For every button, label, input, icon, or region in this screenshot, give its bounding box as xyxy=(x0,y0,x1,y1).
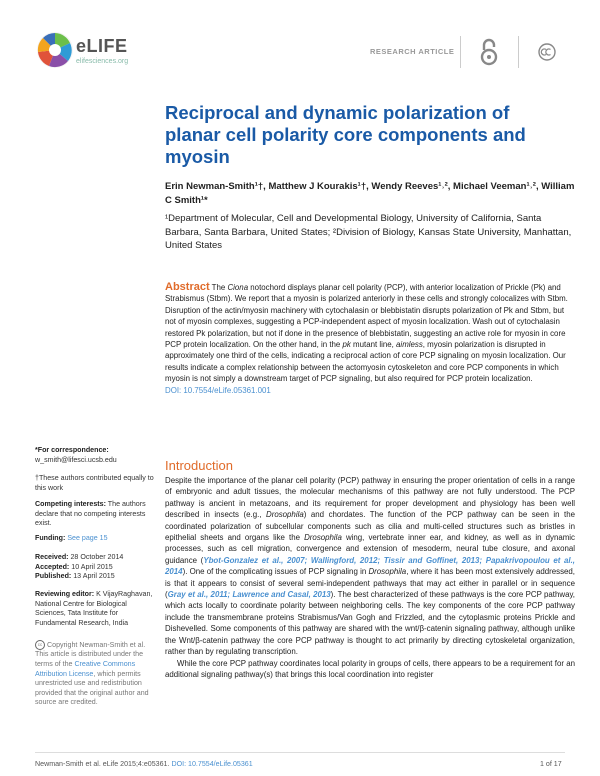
article-type-label: RESEARCH ARTICLE xyxy=(370,47,455,56)
footer-citation xyxy=(35,760,253,768)
body-text: ). One of the complicating issues of PCP signaling in xyxy=(182,567,369,577)
funding-link[interactable]: See page 15 xyxy=(65,534,108,542)
license-link[interactable]: Creative Commons Attribution License xyxy=(35,660,136,678)
correspondence-label: *For correspondence: xyxy=(35,446,109,454)
article-title: Reciprocal and dynamic polarization of planar cell polarity core components and myosin xyxy=(165,102,526,167)
copyright-text: Copyright Newman-Smith et al. This article is distributed under the terms of the xyxy=(35,640,146,669)
received-label: Received: xyxy=(35,553,69,561)
footer-citation-text: Newman-Smith et al. eLife 2015;4:e05361. xyxy=(35,760,172,768)
accepted-date xyxy=(35,563,155,573)
abstract-heading: Abstract xyxy=(165,281,210,293)
published-value: 13 April 2015 xyxy=(71,572,115,581)
body-paragraph: While the core PCP pathway coordinates local polarity in groups of cells, there appears to be a requirement for an additional signaling pathway(s) that brings this local coordination into register xyxy=(165,658,575,679)
abstract-text: , myosin polarization is disrupted in approximately one third of the cells, indicating a reciprocal action of core PCP signaling on myosin localization. Our results indicate a complex relationship between the actomyosin cytoskeleton and core PCP components in which myosin is not simply a downstream target of PCP signaling, but also required for PCP protein localization. xyxy=(165,340,566,384)
competing-interests-text: The authors declare that no competing interests exist. xyxy=(35,500,146,528)
accepted-value: 10 April 2015 xyxy=(69,562,113,571)
introduction-body xyxy=(165,475,575,680)
copyright-note xyxy=(35,640,155,708)
abstract-text: aimless xyxy=(396,340,423,350)
elife-logo-icon xyxy=(35,30,75,70)
brand-url[interactable]: elifesciences.org xyxy=(76,58,129,65)
received-date xyxy=(35,553,155,563)
body-text: Drosophila xyxy=(368,567,407,577)
body-text: ) and chordates. The function of the PCP pathway can be seen in the coordinated polarization of subcellular components such as cilia and multi-celled structures such as bristles in epithelial sheets and organs like the xyxy=(165,510,576,543)
abstract-text: pk xyxy=(342,340,351,350)
body-text: Despite the importance of the planar cell polarity (PCP) pathway in ensuring the proper orientation of cells in a range of embryonic and adult tissues, the molecular mechanisms of this pathway are not fully understood. The PCP pathway is ancient in metazoans, and its requirement for proper development and physiology has been well described in insects (e.g., xyxy=(165,476,575,520)
section-heading-introduction: Introduction xyxy=(165,458,233,473)
abstract-doi-link[interactable]: DOI: 10.7554/eLife.05361.001 xyxy=(165,385,271,395)
reviewing-editor-label: Reviewing editor: xyxy=(35,590,95,598)
citation-link[interactable]: Gray et al., 2011; Lawrence and Casal, 2013 xyxy=(167,590,331,600)
open-access-icon xyxy=(478,38,500,66)
published-label: Published: xyxy=(35,572,72,581)
body-text: Drosophila xyxy=(266,510,304,520)
author-list: Erin Newman-Smith¹†, Matthew J Kourakis¹†, Wendy Reeves¹˒², Michael Veeman¹˒², William C Smith¹* xyxy=(165,181,575,206)
funding-label: Funding: xyxy=(35,534,66,542)
footer-doi-link[interactable]: DOI: 10.7554/eLife.05361 xyxy=(171,760,253,768)
abstract xyxy=(165,282,575,396)
cc-small-icon: cc xyxy=(35,640,45,650)
published-date xyxy=(35,572,155,582)
received-value: 28 October 2014 xyxy=(68,553,124,561)
creative-commons-icon xyxy=(538,43,556,61)
copyright-text: , which permits unrestricted use and redistribution provided that the original author and source are credited. xyxy=(35,669,149,707)
body-paragraph xyxy=(165,475,575,658)
page-number: 1 of 17 xyxy=(540,760,562,768)
body-text: Drosophila xyxy=(304,533,342,543)
body-text: ). The best characterized of these pathways is the core PCP pathway, which acts locally to coordinate polarity between neighboring cells. The key components of the core PCP pathway include the transmembrane proteins Strabismus/Van Gogh and Frizzled, and the cytoplasmic proteins Prickle and Dishevelled. Some components of this pathway are shared with the wnt/β-catenin signaling pathway, although unlike the Wnt/β-catenin pathway the core PCP pathway is thought to act primarily by directing cytoskeletal organization, rather than by regulating transcription. xyxy=(165,590,576,657)
brand-name: eLIFE xyxy=(76,36,128,56)
abstract-text: The xyxy=(209,283,228,292)
correspondence-note xyxy=(35,446,155,465)
abstract-text: Ciona xyxy=(227,283,249,292)
competing-interests xyxy=(35,500,155,529)
header-divider xyxy=(460,36,461,68)
citation-link[interactable]: Ybot-Gonzalez et al., 2007; Wallingford, 2012; Tissir and Goffinet, 2013; Papakrivopoulou et al., 2014 xyxy=(165,555,575,577)
footer-divider xyxy=(35,752,565,753)
accepted-label: Accepted: xyxy=(35,562,70,571)
abstract-text: mutant line, xyxy=(350,340,397,350)
affiliations: ¹Department of Molecular, Cell and Developmental Biology, University of California, Santa Barbara, Santa Barbara, United States; ²Division of Biology, Kansas State University, Manhattan, United States xyxy=(165,213,572,251)
abstract-text: notochord displays planar cell polarity (PCP), with anterior localization of Prickle (Pk) and Strabismus (Stbm). We report that a myosin is polarized anteriorly in these cells and strongly colocalizes with Stbm. Disruption of the actin/myosin machinery with cytochalasin or blebbistatin disrupts polarization of Pk and Stbm, but not of myosin complexes, suggesting a PCP-independent aspect of myosin localization. Wash out of cytochalasin restored Pk polarization, but not if done in the presence of blebbistatin, suggesting an active role for myosin in core PCP protein localization. On the other hand, in the xyxy=(165,283,568,350)
equal-contribution-note: †These authors contributed equally to this work xyxy=(35,474,154,492)
correspondence-email[interactable]: w_smith@lifesci.ucsb.edu xyxy=(35,455,117,464)
dates-block xyxy=(35,553,155,582)
body-text: wing, vertebrate inner ear, and kidney, as well as in dynamic processes, such as cell migration, convergence and extension of mesoderm, neural tube closure, and axonal guidance ( xyxy=(165,533,575,565)
reviewing-editor-value: K VijayRaghavan, National Centre for Biological Sciences, Tata Institute for Fundamental Research, India xyxy=(35,590,153,627)
header-divider xyxy=(518,36,519,68)
reviewing-editor xyxy=(35,590,155,628)
funding-note xyxy=(35,534,155,544)
competing-interests-label: Competing interests: xyxy=(35,500,106,508)
body-text: , where it has been most extensively addressed, is that it appears to consist of several semi-independent pathways that may act either in parallel or in sequence ( xyxy=(165,567,575,600)
